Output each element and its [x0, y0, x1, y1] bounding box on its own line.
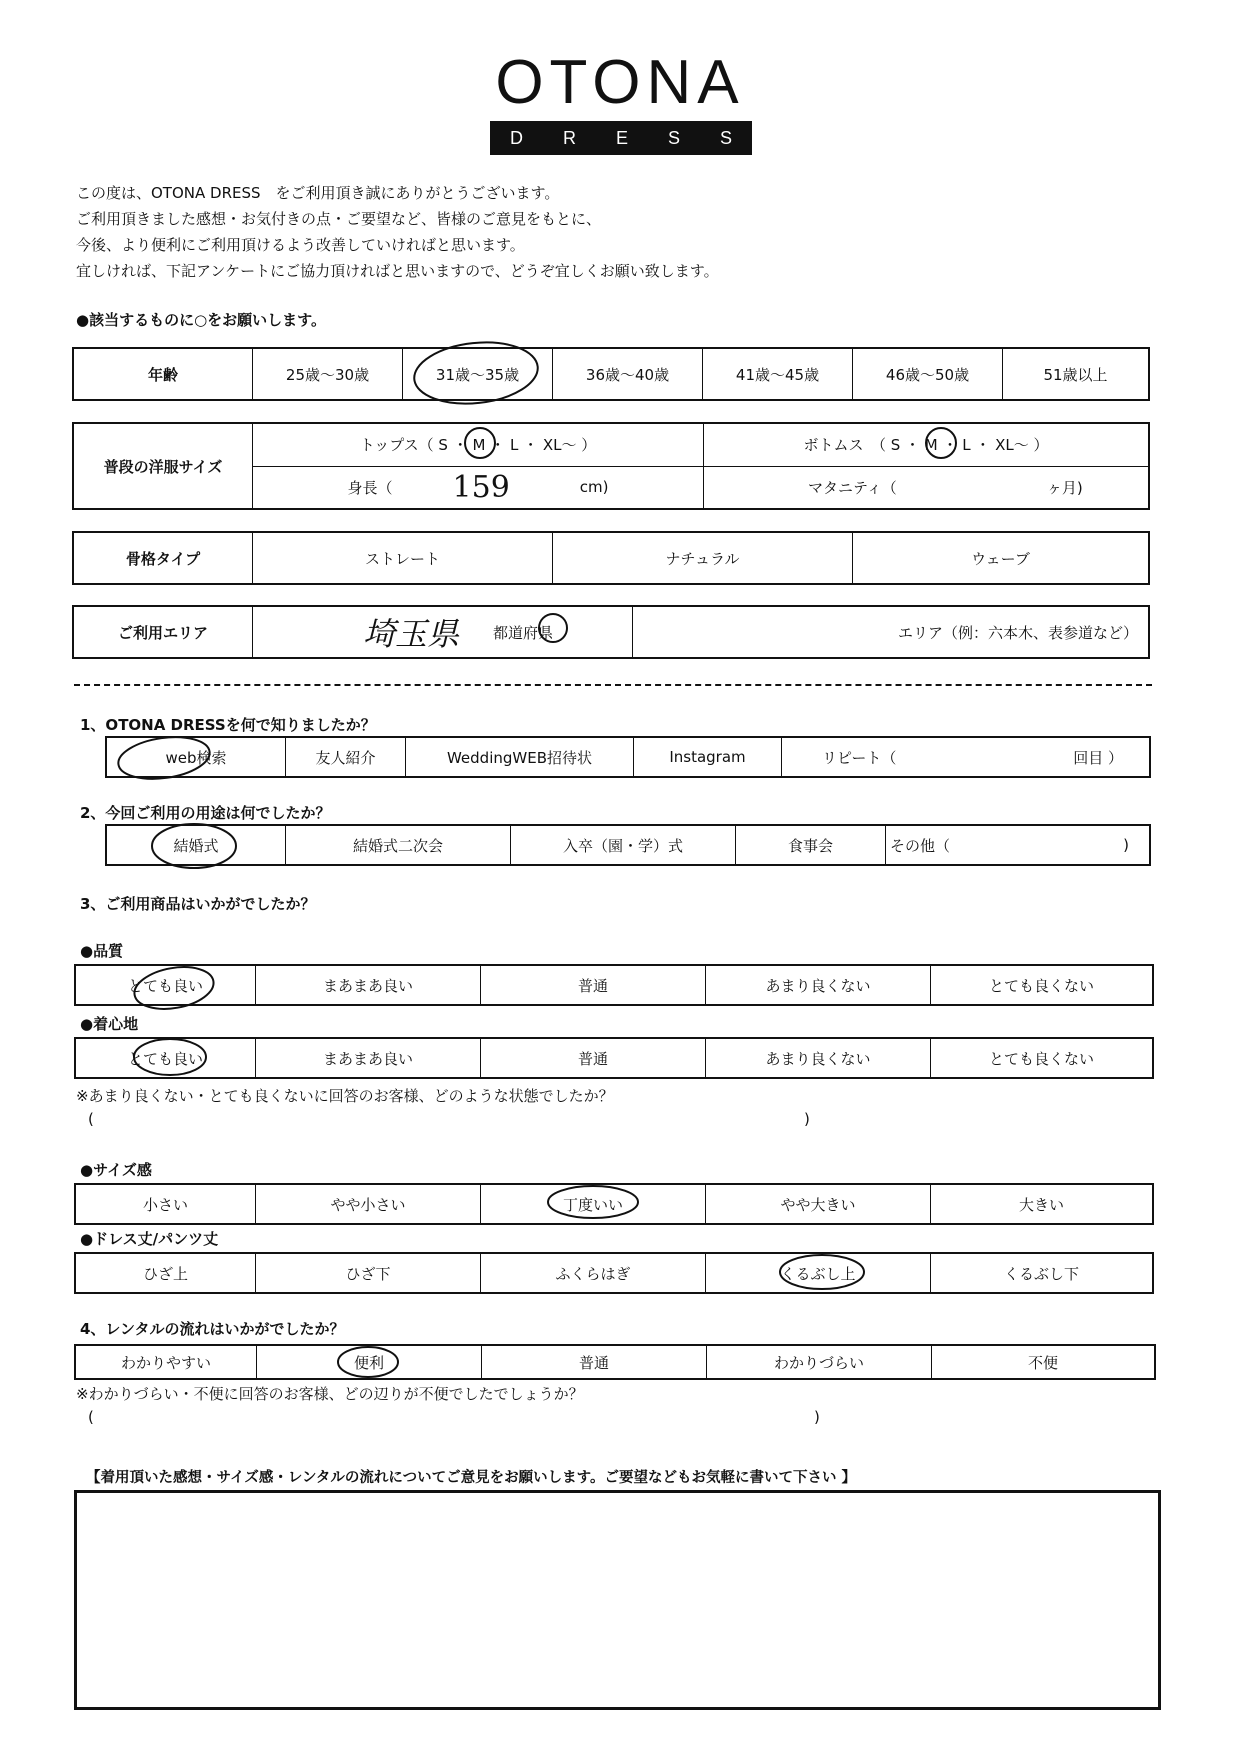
selection-circle-pref: [539, 614, 567, 642]
q1-title: 1、OTONA DRESSを何で知りましたか？: [80, 716, 376, 734]
q2-option-selected[interactable]: 結婚式: [173, 836, 219, 855]
fit-option-selected[interactable]: 丁度いい: [480, 1185, 705, 1223]
q4-option[interactable]: わかりやすい: [120, 1353, 211, 1372]
q2-option[interactable]: 食事会: [735, 826, 885, 864]
selection-circle-tops-m: [465, 428, 495, 458]
comfort-option[interactable]: 普通: [480, 1039, 705, 1077]
area-label: ご利用エリア: [117, 623, 208, 642]
fit-option[interactable]: やや大きい: [705, 1185, 930, 1223]
q1-option[interactable]: 友人紹介: [285, 738, 405, 776]
logo-letter: R: [562, 127, 576, 148]
logo-letter: E: [615, 127, 628, 148]
q1-option[interactable]: WeddingWEB招待状: [405, 738, 633, 776]
age-option[interactable]: 25歳〜30歳: [252, 349, 402, 399]
q1-option-selected[interactable]: web検索: [165, 748, 227, 767]
area-handwritten-value: 埼玉県: [363, 615, 460, 653]
intro-line: 今後、より便利にご利用頂けるよう改善していければと思います。: [76, 236, 525, 254]
area-hint-field[interactable]: エリア（例：六本木、表参道など）: [632, 607, 1148, 657]
quality-option[interactable]: 普通: [480, 966, 705, 1004]
length-option[interactable]: ひざ下: [255, 1254, 480, 1292]
selection-circle-bottoms-m: [926, 428, 956, 458]
age-option[interactable]: 41歳〜45歳: [702, 349, 852, 399]
length-option[interactable]: くるぶし下: [930, 1254, 1152, 1292]
comment-title: 【着用頂いた感想・サイズ感・レンタルの流れについてご意見をお願いします。ご要望などもお気軽に書いて下さい 】: [86, 1470, 856, 1486]
logo-letter: S: [719, 127, 732, 148]
quality-option[interactable]: とても良くない: [930, 966, 1152, 1004]
selection-circle-q2: [152, 824, 236, 868]
quality-label: ●品質: [80, 942, 124, 960]
height-handwritten-value: 159: [452, 469, 510, 505]
length-option[interactable]: ひざ上: [142, 1264, 188, 1283]
height-label: 身長（: [347, 478, 393, 497]
selection-circle-q4: [338, 1347, 398, 1377]
length-label: ●ドレス丈/パンツ丈: [80, 1230, 219, 1248]
age-label: 年齢: [147, 365, 178, 384]
logo-letter: S: [667, 127, 680, 148]
height-unit: cm): [579, 478, 609, 497]
bottoms-size-options[interactable]: ボトムス （ S ・ M ・ L ・ XL〜 ）: [703, 424, 1148, 466]
body-type-option[interactable]: ナチュラル: [552, 533, 852, 583]
comfort-option[interactable]: まあまあ良い: [255, 1039, 480, 1077]
q4-option-selected[interactable]: 便利: [256, 1346, 481, 1378]
q2-option[interactable]: 入卒（園・学）式: [510, 826, 735, 864]
selection-circle-fit: [548, 1186, 638, 1218]
length-option-selected[interactable]: くるぶし上: [705, 1254, 930, 1292]
prefecture-suffix: 都道府県: [493, 623, 554, 642]
maternity-label: マタニティ（: [808, 478, 897, 497]
fit-option[interactable]: 大きい: [930, 1185, 1152, 1223]
q4-option[interactable]: 不便: [931, 1346, 1154, 1378]
comfort-option-selected[interactable]: とても良い: [127, 1049, 203, 1068]
body-type-label: 骨格タイプ: [125, 549, 201, 568]
q3-paren-open: (: [88, 1110, 94, 1128]
age-option-selected[interactable]: 31歳〜35歳: [402, 349, 552, 399]
q4-option[interactable]: わかりづらい: [706, 1346, 931, 1378]
selection-circle-age: [411, 337, 541, 410]
body-type-option[interactable]: ウェーブ: [852, 533, 1148, 583]
maternity-unit: ヶ月): [1046, 478, 1083, 497]
selection-circle-q1: [116, 732, 213, 784]
fit-label: ●サイズ感: [80, 1161, 152, 1179]
tops-size-options[interactable]: トップス（ S ・ M ・ L ・ XL〜 ）: [359, 436, 597, 455]
instruction-text: ●該当するものに○をお願いします。: [76, 311, 326, 329]
q4-paren-open: (: [88, 1408, 94, 1426]
q4-condition-note: ※わかりづらい・不便に回答のお客様、どの辺りが不便でしたでしょうか？: [76, 1385, 584, 1403]
quality-option-selected[interactable]: とても良い: [127, 976, 203, 995]
q4-paren-close: ): [814, 1408, 820, 1426]
q3-paren-close: ): [804, 1110, 810, 1128]
other-close: ): [1123, 836, 1129, 854]
other-label: その他（: [890, 836, 951, 855]
q2-title: 2、今回ご利用の用途は何でしたか？: [80, 804, 331, 822]
logo-wordmark: OTONA: [495, 48, 745, 117]
q1-option[interactable]: Instagram: [633, 738, 781, 776]
comfort-option[interactable]: とても良くない: [930, 1039, 1152, 1077]
quality-option[interactable]: まあまあ良い: [255, 966, 480, 1004]
q3-title: 3、ご利用商品はいかがでしたか？: [80, 895, 316, 913]
selection-circle-length: [780, 1255, 864, 1289]
q3-condition-note: ※あまり良くない・とても良くないに回答のお客様、どのような状態でしたか？: [76, 1087, 614, 1105]
age-option[interactable]: 36歳〜40歳: [552, 349, 702, 399]
repeat-label: リピート（: [822, 748, 897, 767]
body-type-option[interactable]: ストレート: [252, 533, 552, 583]
q4-title: 4、レンタルの流れはいかがでしたか？: [80, 1320, 345, 1338]
age-option[interactable]: 51歳以上: [1002, 349, 1148, 399]
q2-option[interactable]: 結婚式二次会: [285, 826, 510, 864]
length-option[interactable]: ふくらはぎ: [480, 1254, 705, 1292]
repeat-suffix: 回目 ）: [1073, 748, 1123, 767]
selection-circle-quality: [131, 961, 217, 1014]
comfort-label: ●着心地: [80, 1015, 139, 1033]
q4-option[interactable]: 普通: [481, 1346, 706, 1378]
fit-option[interactable]: やや小さい: [255, 1185, 480, 1223]
intro-line: この度は、OTONA DRESS をご利用頂き誠にありがとうございます。: [76, 184, 560, 202]
selection-circle-comfort: [134, 1039, 206, 1075]
comfort-option[interactable]: あまり良くない: [705, 1039, 930, 1077]
size-label: 普段の洋服サイズ: [103, 457, 223, 476]
intro-line: 宜しければ、下記アンケートにご協力頂ければと思いますので、どうぞ宜しくお願い致します。: [76, 262, 719, 280]
fit-option[interactable]: 小さい: [142, 1195, 188, 1214]
intro-line: ご利用頂きました感想・お気付きの点・ご要望など、皆様のご意見をもとに、: [76, 210, 602, 228]
logo-letter: D: [509, 127, 523, 148]
age-option[interactable]: 46歳〜50歳: [852, 349, 1002, 399]
quality-option[interactable]: あまり良くない: [705, 966, 930, 1004]
